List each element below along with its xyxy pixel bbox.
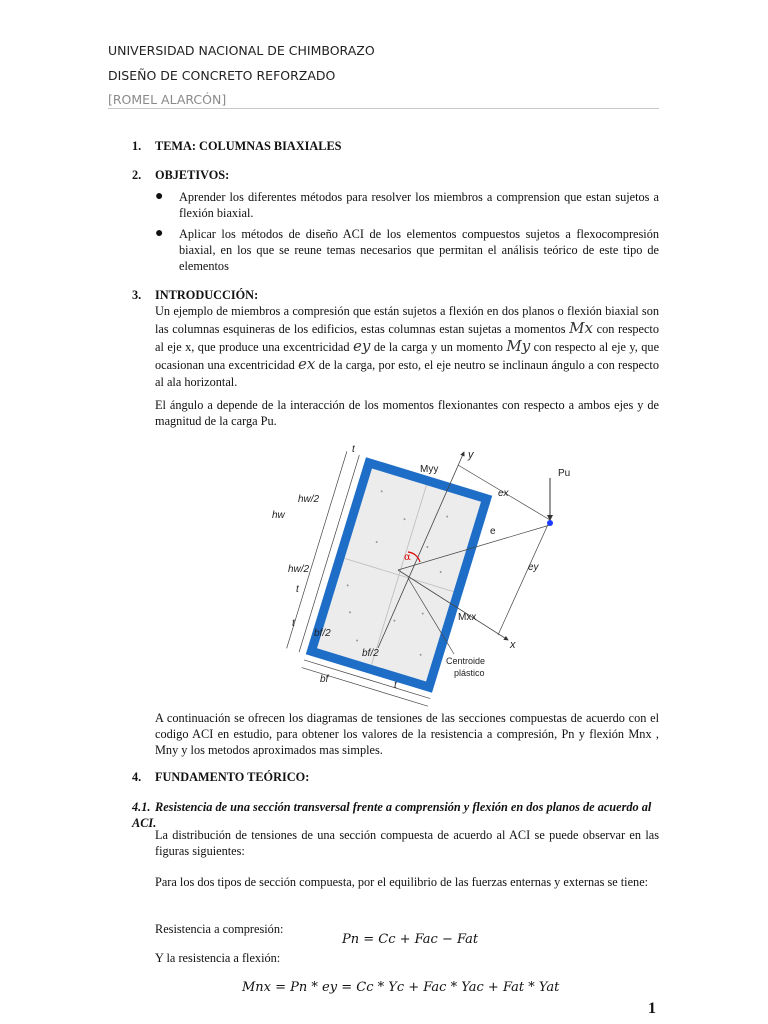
theory-paragraph-2: Para los dos tipos de sección compuesta, por el equilibrio de las fuerzas enternas y externas se tiene: — [155, 875, 649, 889]
label-hw-half-top: hw/2 — [298, 494, 320, 505]
label-centroid-1: Centroide — [446, 656, 486, 666]
ey-symbol: ey — [352, 337, 371, 355]
label-t-right: t — [394, 680, 397, 691]
objective-item — [155, 226, 659, 274]
subsection-4-1-title: Resistencia de una sección transversal frente a comprensión y flexión en dos planos de acuerdo al ACI. — [132, 800, 652, 830]
section-2-title: OBJETIVOS: — [155, 168, 230, 182]
intro-paragraph-3: A continuación se ofrecen los diagramas de tensiones de las secciones compuestas de acuerdo con el codigo ACI en estudio, para obtener los valores de la resistencia a compresión, Pn y flexión Mnx , Mny y los metodos aproximados mas simples. — [155, 711, 659, 757]
section-3-title: INTRODUCCIÓN: — [155, 288, 259, 302]
subsection-4-1-number: 4.1. — [132, 800, 151, 814]
label-myy: Myy — [420, 464, 439, 475]
label-pu: Pu — [558, 468, 571, 479]
section-4-title: FUNDAMENTO TEÓRICO: — [155, 770, 310, 784]
section-3-heading — [132, 287, 659, 303]
label-t-top: t — [352, 444, 355, 455]
header-divider — [108, 108, 659, 109]
label-t-left: t — [296, 584, 299, 595]
section-3-number: 3. — [132, 288, 142, 302]
label-centroid-2: plástico — [454, 668, 485, 678]
theory-paragraph-1: La distribución de tensiones de una sección compuesta de acuerdo al ACI se puede observar en las figuras siguientes: — [155, 828, 659, 858]
intro-paragraph-1: Un ejemplo de miembros a compresión que están sujetos a flexión en dos planos o flexión biaxial son las columnas esquineras de los edificios, estas columnas estan sujetas a momentos Mx con respecto al eje x, que produce una excentricidad ey de la carga y un momento My con respecto al eje y, que ocasionan una excentricidad ex de la carga, por esto, el eje neutro se inclinaun ángulo a con respecto al ala horizontal. — [155, 304, 660, 389]
label-t-bottom: t — [292, 618, 295, 629]
flexion-label: Y la resistencia a flexión: — [155, 951, 281, 965]
label-bf-half-right: bf/2 — [362, 648, 379, 659]
bullet-icon: ● — [155, 189, 164, 204]
section-1-number: 1. — [132, 139, 142, 153]
section-1-title: TEMA: COLUMNAS BIAXIALES — [155, 139, 342, 153]
section-1-heading — [132, 138, 659, 154]
mx-symbol: Mx — [569, 319, 593, 337]
ex-symbol: ex — [298, 355, 316, 373]
label-hw-half-bottom: hw/2 — [288, 564, 310, 575]
formula-flexion: Mnx = Pn * ey = Cc * Yc + Fac * Yac + Fat * Yat — [242, 980, 560, 995]
bullet-icon: ● — [155, 226, 164, 241]
label-ey: ey — [528, 562, 539, 573]
page-number: 1 — [648, 1000, 656, 1017]
label-alpha: α — [404, 552, 411, 563]
formula-compression: Pn = Cc + Fac − Fat — [342, 932, 479, 947]
label-ex: ex — [498, 488, 509, 499]
label-mxx: Mxx — [458, 612, 477, 623]
section-4-number: 4. — [132, 770, 142, 784]
label-e: e — [490, 526, 496, 537]
section-2-number: 2. — [132, 168, 142, 182]
label-bf-half-left: bf/2 — [314, 628, 331, 639]
section-4-heading — [132, 769, 659, 785]
label-hw: hw — [272, 510, 285, 521]
objective-item — [155, 189, 659, 221]
biaxial-column-figure — [258, 430, 580, 720]
section-2-heading — [132, 167, 659, 183]
label-y-axis: y — [468, 449, 474, 461]
label-x-axis: x — [510, 639, 516, 651]
compression-label: Resistencia a compresión: — [155, 922, 284, 936]
objective-text: Aprender los diferentes métodos para resolver los miembros a comprension que estan sujetos a flexión biaxial. — [179, 190, 659, 220]
my-symbol: My — [506, 337, 531, 355]
label-bf: bf — [320, 674, 329, 685]
header-author: [ROMEL ALARCÓN] — [108, 92, 227, 107]
header-university: UNIVERSIDAD NACIONAL DE CHIMBORAZO — [108, 43, 375, 58]
header-course: DISEÑO DE CONCRETO REFORZADO — [108, 68, 336, 83]
intro-paragraph-2: El ángulo a depende de la interacción de los momentos flexionantes con respecto a ambos ejes y de magnitud de la carga Pu. — [155, 398, 659, 428]
objective-text: Aplicar los métodos de diseño ACI de los elementos compuestos sujetos a flexocompresión biaxial, en los que se reune temas necesarios que permitan el análisis teórico de este tipo de elementos — [179, 227, 659, 273]
